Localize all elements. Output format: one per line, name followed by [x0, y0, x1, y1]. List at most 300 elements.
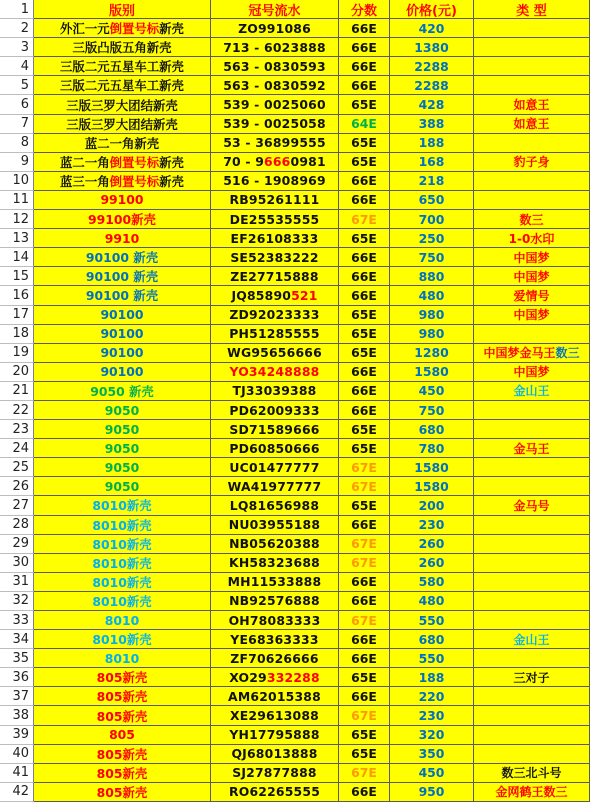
grade-cell-text: 67E: [351, 211, 377, 227]
grade-cell[interactable]: [339, 382, 390, 401]
grade-cell[interactable]: [339, 477, 390, 496]
serial-cell[interactable]: [211, 687, 339, 706]
price-cell[interactable]: [390, 630, 474, 649]
type-cell[interactable]: [474, 439, 590, 458]
grade-cell[interactable]: [339, 38, 390, 57]
price-cell[interactable]: [390, 726, 474, 745]
grade-cell[interactable]: [339, 363, 390, 382]
type-cell-text: 金山王: [513, 632, 550, 647]
category-cell-text: 蓝二一角: [60, 154, 110, 170]
serial-cell[interactable]: [211, 611, 339, 630]
grade-cell[interactable]: [339, 134, 390, 153]
grade-cell[interactable]: [339, 420, 390, 439]
category-cell-text: 805新壳: [96, 708, 148, 724]
category-cell-text: 8010新壳: [92, 632, 152, 648]
serial-cell[interactable]: [211, 477, 339, 496]
serial-cell[interactable]: [211, 516, 339, 535]
serial-cell-text: SE52383222: [230, 249, 319, 265]
category-cell[interactable]: [34, 229, 211, 248]
type-cell[interactable]: [474, 248, 590, 267]
type-cell[interactable]: [474, 57, 590, 76]
serial-cell[interactable]: [211, 267, 339, 286]
serial-cell-text: MH11533888: [227, 574, 322, 590]
price-cell[interactable]: [390, 286, 474, 305]
serial-cell[interactable]: [211, 401, 339, 420]
row-header[interactable]: 16: [0, 286, 34, 305]
row-header[interactable]: 19: [0, 344, 34, 363]
price-cell[interactable]: [390, 706, 474, 725]
type-cell[interactable]: [474, 76, 590, 95]
category-cell[interactable]: [34, 649, 211, 668]
grade-cell[interactable]: [339, 19, 390, 38]
grade-cell-text: 65E: [351, 727, 377, 743]
price-cell[interactable]: [390, 420, 474, 439]
row-header[interactable]: 32: [0, 592, 34, 611]
row-header[interactable]: 17: [0, 306, 34, 325]
serial-cell[interactable]: [211, 153, 339, 172]
category-cell[interactable]: [34, 477, 211, 496]
price-cell[interactable]: [390, 172, 474, 191]
serial-cell[interactable]: [211, 172, 339, 191]
type-cell[interactable]: [474, 726, 590, 745]
price-cell[interactable]: [390, 267, 474, 286]
serial-cell[interactable]: [211, 535, 339, 554]
serial-cell-text: UC01477777: [229, 459, 320, 475]
price-cell[interactable]: [390, 57, 474, 76]
grade-cell[interactable]: [339, 172, 390, 191]
grade-cell[interactable]: [339, 535, 390, 554]
category-cell-text: 805新壳: [96, 765, 148, 781]
category-cell[interactable]: [34, 611, 211, 630]
price-cell-text: 2288: [414, 58, 449, 74]
type-cell[interactable]: [474, 458, 590, 477]
serial-cell[interactable]: [211, 764, 339, 783]
category-cell[interactable]: [34, 363, 211, 382]
serial-cell[interactable]: [211, 286, 339, 305]
price-cell[interactable]: [390, 153, 474, 172]
serial-cell[interactable]: [211, 248, 339, 267]
row-header[interactable]: 12: [0, 210, 34, 229]
category-cell[interactable]: [34, 535, 211, 554]
serial-cell-text: RO62265555: [228, 784, 321, 800]
grade-cell[interactable]: [339, 439, 390, 458]
grade-cell[interactable]: [339, 191, 390, 210]
grade-cell[interactable]: [339, 210, 390, 229]
category-cell-text: 8010新壳: [92, 574, 152, 590]
price-cell[interactable]: [390, 401, 474, 420]
grade-cell[interactable]: [339, 95, 390, 114]
serial-cell[interactable]: [211, 57, 339, 76]
category-cell-text: 9050: [104, 440, 140, 456]
grade-cell[interactable]: [339, 592, 390, 611]
category-cell[interactable]: [34, 115, 211, 134]
type-cell[interactable]: [474, 229, 590, 248]
grade-cell[interactable]: [339, 325, 390, 344]
category-cell[interactable]: [34, 496, 211, 515]
type-cell[interactable]: [474, 554, 590, 573]
grade-cell-text: 65E: [351, 440, 377, 456]
category-cell[interactable]: [34, 668, 211, 687]
row-header[interactable]: 20: [0, 363, 34, 382]
category-cell[interactable]: [34, 783, 211, 802]
type-cell[interactable]: [474, 630, 590, 649]
serial-cell[interactable]: [211, 115, 339, 134]
type-cell[interactable]: [474, 401, 590, 420]
row-header[interactable]: 37: [0, 687, 34, 706]
category-cell[interactable]: [34, 191, 211, 210]
price-cell[interactable]: [390, 516, 474, 535]
grade-cell-text: 65E: [351, 421, 377, 437]
category-cell[interactable]: [34, 153, 211, 172]
price-cell[interactable]: [390, 229, 474, 248]
row-header[interactable]: 21: [0, 382, 34, 401]
type-cell[interactable]: [474, 325, 590, 344]
serial-cell[interactable]: [211, 745, 339, 764]
type-cell[interactable]: [474, 267, 590, 286]
category-cell[interactable]: [34, 687, 211, 706]
price-cell[interactable]: [390, 535, 474, 554]
price-cell[interactable]: [390, 764, 474, 783]
price-cell[interactable]: [390, 592, 474, 611]
category-cell[interactable]: [34, 573, 211, 592]
type-cell[interactable]: [474, 382, 590, 401]
row-header[interactable]: 29: [0, 535, 34, 554]
row-header[interactable]: 13: [0, 229, 34, 248]
serial-cell[interactable]: [211, 325, 339, 344]
serial-cell[interactable]: [211, 38, 339, 57]
type-cell[interactable]: [474, 496, 590, 515]
row-header[interactable]: 38: [0, 706, 34, 725]
serial-cell[interactable]: [211, 726, 339, 745]
type-cell[interactable]: [474, 191, 590, 210]
serial-cell-text: ZO991086: [238, 20, 311, 36]
grade-cell[interactable]: [339, 687, 390, 706]
type-cell[interactable]: [474, 363, 590, 382]
serial-cell[interactable]: [211, 649, 339, 668]
row-header[interactable]: 39: [0, 726, 34, 745]
category-cell[interactable]: [34, 764, 211, 783]
serial-cell[interactable]: [211, 134, 339, 153]
price-cell[interactable]: [390, 19, 474, 38]
row-header[interactable]: 14: [0, 248, 34, 267]
type-cell[interactable]: [474, 210, 590, 229]
serial-cell-text: YH17795888: [229, 727, 320, 743]
row-header[interactable]: 9: [0, 153, 34, 172]
row-header[interactable]: 35: [0, 649, 34, 668]
row-header[interactable]: 36: [0, 668, 34, 687]
column-header-serial[interactable]: 冠号流水: [211, 0, 339, 19]
price-cell[interactable]: [390, 95, 474, 114]
category-cell-text: 倒置号标: [109, 154, 160, 170]
category-cell[interactable]: [34, 325, 211, 344]
price-cell-text: 218: [418, 173, 445, 189]
price-cell-text: 480: [418, 593, 445, 609]
grade-cell[interactable]: [339, 630, 390, 649]
grade-cell[interactable]: [339, 115, 390, 134]
type-cell-text: 中国梦: [513, 365, 550, 380]
grade-cell[interactable]: [339, 745, 390, 764]
category-cell[interactable]: [34, 95, 211, 114]
category-cell[interactable]: [34, 172, 211, 191]
category-cell[interactable]: [34, 516, 211, 535]
serial-cell[interactable]: [211, 306, 339, 325]
grade-cell-text: 64E: [351, 116, 377, 132]
price-cell[interactable]: [390, 38, 474, 57]
type-cell[interactable]: [474, 477, 590, 496]
price-cell[interactable]: [390, 439, 474, 458]
serial-cell[interactable]: [211, 439, 339, 458]
price-cell[interactable]: [390, 382, 474, 401]
type-cell[interactable]: [474, 706, 590, 725]
row-header[interactable]: 8: [0, 134, 34, 153]
category-cell[interactable]: [34, 267, 211, 286]
type-cell[interactable]: [474, 115, 590, 134]
grade-cell[interactable]: [339, 783, 390, 802]
price-cell[interactable]: [390, 210, 474, 229]
type-cell[interactable]: [474, 153, 590, 172]
category-cell[interactable]: [34, 458, 211, 477]
category-cell[interactable]: [34, 382, 211, 401]
category-cell[interactable]: [34, 592, 211, 611]
row-header[interactable]: 4: [0, 57, 34, 76]
row-header[interactable]: 11: [0, 191, 34, 210]
price-cell[interactable]: [390, 363, 474, 382]
serial-cell-text: 516 - 1908969: [223, 173, 326, 189]
row-header[interactable]: 27: [0, 496, 34, 515]
serial-cell[interactable]: [211, 363, 339, 382]
price-cell[interactable]: [390, 76, 474, 95]
category-cell[interactable]: [34, 19, 211, 38]
row-header[interactable]: 42: [0, 783, 34, 802]
serial-cell-text: DE25535555: [229, 211, 320, 227]
price-cell[interactable]: [390, 344, 474, 363]
row-header[interactable]: 34: [0, 630, 34, 649]
grade-cell[interactable]: [339, 344, 390, 363]
category-cell[interactable]: [34, 57, 211, 76]
type-cell[interactable]: [474, 95, 590, 114]
grade-cell[interactable]: [339, 496, 390, 515]
grade-cell-text: 66E: [351, 650, 377, 666]
grade-cell[interactable]: [339, 286, 390, 305]
serial-cell[interactable]: [211, 554, 339, 573]
price-cell[interactable]: [390, 783, 474, 802]
grade-cell[interactable]: [339, 267, 390, 286]
row-header[interactable]: 23: [0, 420, 34, 439]
price-cell-text: 320: [418, 727, 445, 743]
serial-cell-text: 539 - 0025060: [223, 97, 326, 113]
serial-cell[interactable]: [211, 95, 339, 114]
grade-cell-text: 67E: [351, 459, 377, 475]
price-cell[interactable]: [390, 248, 474, 267]
type-cell[interactable]: [474, 420, 590, 439]
category-cell[interactable]: [34, 706, 211, 725]
type-cell[interactable]: [474, 19, 590, 38]
type-cell[interactable]: [474, 745, 590, 764]
row-header[interactable]: 7: [0, 115, 34, 134]
row-header[interactable]: 10: [0, 172, 34, 191]
grade-cell[interactable]: [339, 726, 390, 745]
grade-cell[interactable]: [339, 516, 390, 535]
type-cell[interactable]: [474, 344, 590, 363]
price-cell[interactable]: [390, 115, 474, 134]
serial-cell-text: WG95656666: [227, 345, 322, 361]
grade-cell[interactable]: [339, 57, 390, 76]
price-cell[interactable]: [390, 649, 474, 668]
type-cell[interactable]: [474, 649, 590, 668]
type-cell[interactable]: [474, 172, 590, 191]
category-cell[interactable]: [34, 286, 211, 305]
type-cell[interactable]: [474, 611, 590, 630]
category-cell[interactable]: [34, 401, 211, 420]
price-cell[interactable]: [390, 687, 474, 706]
grade-cell[interactable]: [339, 554, 390, 573]
category-cell-text: 三版二元五星车工新壳: [60, 78, 184, 94]
grade-cell[interactable]: [339, 458, 390, 477]
column-header-type[interactable]: 类 型: [474, 0, 590, 19]
row-header[interactable]: 41: [0, 764, 34, 783]
price-cell[interactable]: [390, 496, 474, 515]
row-header[interactable]: 31: [0, 573, 34, 592]
row-header[interactable]: 15: [0, 267, 34, 286]
grade-cell[interactable]: [339, 649, 390, 668]
serial-cell-text: XO29: [229, 669, 267, 685]
row-header[interactable]: 25: [0, 458, 34, 477]
category-cell-text: 新壳: [159, 154, 184, 170]
serial-cell[interactable]: [211, 229, 339, 248]
price-cell[interactable]: [390, 191, 474, 210]
category-cell[interactable]: [34, 248, 211, 267]
category-cell[interactable]: [34, 745, 211, 764]
grade-cell[interactable]: [339, 611, 390, 630]
category-cell[interactable]: [34, 420, 211, 439]
price-cell[interactable]: [390, 458, 474, 477]
type-cell-text: 金网鹤王数三: [495, 785, 568, 800]
serial-cell[interactable]: [211, 344, 339, 363]
type-cell[interactable]: [474, 38, 590, 57]
category-cell-text: 8010新壳: [92, 517, 152, 533]
column-header-price[interactable]: 价格(元): [390, 0, 474, 19]
grade-cell[interactable]: [339, 248, 390, 267]
grade-cell[interactable]: [339, 573, 390, 592]
category-cell[interactable]: [34, 134, 211, 153]
grade-cell[interactable]: [339, 668, 390, 687]
type-cell-text: 爱情号: [513, 288, 550, 303]
serial-cell[interactable]: [211, 76, 339, 95]
category-cell[interactable]: [34, 306, 211, 325]
category-cell[interactable]: [34, 439, 211, 458]
row-header[interactable]: 22: [0, 401, 34, 420]
serial-cell[interactable]: [211, 420, 339, 439]
price-cell[interactable]: [390, 745, 474, 764]
row-header[interactable]: 1: [0, 0, 34, 19]
price-cell[interactable]: [390, 306, 474, 325]
grade-cell[interactable]: [339, 764, 390, 783]
category-cell[interactable]: [34, 76, 211, 95]
price-cell[interactable]: [390, 134, 474, 153]
grade-cell[interactable]: [339, 76, 390, 95]
type-cell[interactable]: [474, 783, 590, 802]
grade-cell-text: 66E: [351, 402, 377, 418]
column-header-category[interactable]: 版别: [34, 0, 211, 19]
row-header[interactable]: 2: [0, 19, 34, 38]
price-cell[interactable]: [390, 668, 474, 687]
grade-cell-text: 65E: [351, 746, 377, 762]
row-header[interactable]: 6: [0, 95, 34, 114]
type-cell[interactable]: [474, 687, 590, 706]
row-header[interactable]: 3: [0, 38, 34, 57]
price-cell[interactable]: [390, 325, 474, 344]
serial-cell[interactable]: [211, 592, 339, 611]
row-header[interactable]: 26: [0, 477, 34, 496]
price-cell-text: 550: [418, 650, 445, 666]
grade-cell[interactable]: [339, 401, 390, 420]
column-header-grade[interactable]: 分数: [339, 0, 390, 19]
type-cell[interactable]: [474, 134, 590, 153]
serial-cell[interactable]: [211, 458, 339, 477]
grade-cell[interactable]: [339, 706, 390, 725]
serial-cell[interactable]: [211, 668, 339, 687]
serial-cell[interactable]: [211, 783, 339, 802]
serial-cell[interactable]: [211, 630, 339, 649]
category-cell-text: 三版三罗大团结新壳: [66, 116, 178, 132]
type-cell[interactable]: [474, 592, 590, 611]
row-header[interactable]: 18: [0, 325, 34, 344]
category-cell-text: 805新壳: [96, 670, 148, 686]
row-header[interactable]: 24: [0, 439, 34, 458]
serial-cell[interactable]: [211, 191, 339, 210]
category-cell-text: 99100: [100, 192, 144, 208]
grade-cell-text: 67E: [351, 708, 377, 724]
type-cell[interactable]: [474, 668, 590, 687]
type-cell[interactable]: [474, 535, 590, 554]
serial-cell[interactable]: [211, 382, 339, 401]
row-header[interactable]: 5: [0, 76, 34, 95]
grade-cell[interactable]: [339, 229, 390, 248]
row-header[interactable]: 40: [0, 745, 34, 764]
type-cell[interactable]: [474, 516, 590, 535]
price-cell-text: 450: [418, 383, 445, 399]
category-cell[interactable]: [34, 630, 211, 649]
row-header[interactable]: 28: [0, 516, 34, 535]
type-cell[interactable]: [474, 306, 590, 325]
category-cell-text: 8010: [104, 612, 140, 628]
serial-cell[interactable]: [211, 573, 339, 592]
price-cell[interactable]: [390, 554, 474, 573]
grade-cell-text: 66E: [351, 39, 377, 55]
serial-cell[interactable]: [211, 706, 339, 725]
category-cell[interactable]: [34, 344, 211, 363]
price-cell[interactable]: [390, 477, 474, 496]
serial-cell-text: JQ85890: [231, 287, 292, 303]
category-cell[interactable]: [34, 726, 211, 745]
type-cell[interactable]: [474, 286, 590, 305]
type-cell[interactable]: [474, 573, 590, 592]
category-cell[interactable]: [34, 554, 211, 573]
price-cell-text: 880: [418, 268, 445, 284]
serial-cell[interactable]: [211, 19, 339, 38]
row-header[interactable]: 30: [0, 554, 34, 573]
category-cell[interactable]: [34, 210, 211, 229]
serial-cell[interactable]: [211, 210, 339, 229]
price-cell[interactable]: [390, 573, 474, 592]
type-cell[interactable]: [474, 764, 590, 783]
category-cell[interactable]: [34, 38, 211, 57]
grade-cell[interactable]: [339, 306, 390, 325]
price-cell[interactable]: [390, 611, 474, 630]
serial-cell[interactable]: [211, 496, 339, 515]
row-header[interactable]: 33: [0, 611, 34, 630]
grade-cell[interactable]: [339, 153, 390, 172]
